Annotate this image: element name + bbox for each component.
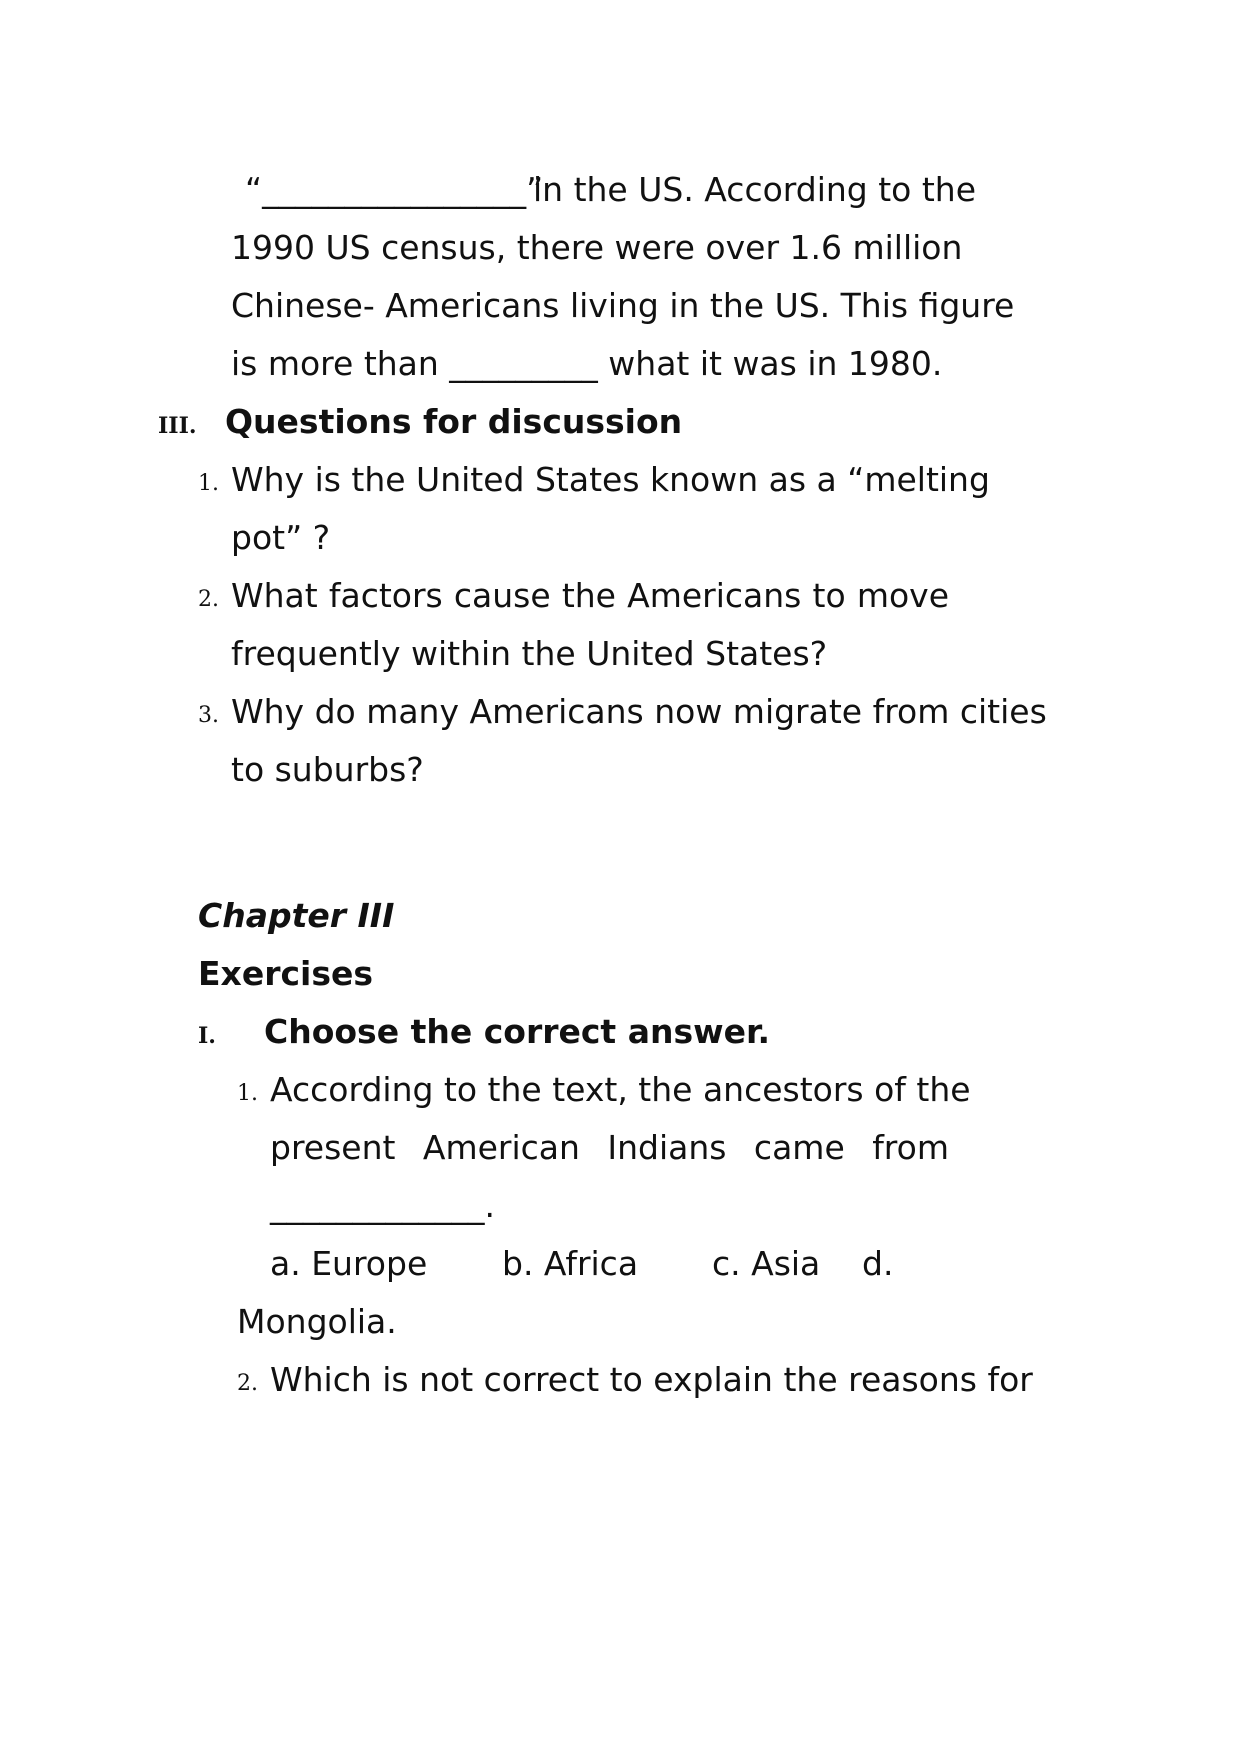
option-a: a. Europe <box>270 1244 428 1283</box>
question-line: to suburbs? <box>231 750 424 789</box>
exercise-number: 1. <box>237 1081 258 1106</box>
answer-blank: _____________. <box>270 1186 495 1225</box>
question-line: pot” ? <box>231 518 331 557</box>
section-heading: Questions for discussion <box>225 402 683 441</box>
question-line: Why do many Americans now migrate from cities <box>231 692 1047 731</box>
option-d-wrap: Mongolia. <box>237 1302 397 1341</box>
paragraph-line: Chinese- Americans living in the US. This figure <box>231 286 1015 325</box>
exercise-line: present American Indians came from <box>270 1128 949 1167</box>
option-c: c. Asia <box>712 1244 821 1283</box>
blank-quote: “________________” <box>245 170 544 209</box>
question-line: frequently within the United States? <box>231 634 828 673</box>
exercises-heading: Exercises <box>198 954 374 993</box>
paragraph-line: is more than _________ what it was in 1980. <box>231 344 943 383</box>
exercise-line: According to the text, the ancestors of the <box>270 1070 971 1109</box>
part-numeral: I. <box>198 1023 216 1049</box>
part-heading: Choose the correct answer. <box>264 1012 771 1051</box>
question-number: 1. <box>198 471 219 496</box>
option-d: d. <box>862 1244 894 1283</box>
question-line: Why is the United States known as a “melting <box>231 460 990 499</box>
section-numeral: III. <box>158 413 197 439</box>
paragraph-line: in the US. According to the <box>533 170 977 209</box>
option-b: b. Africa <box>502 1244 639 1283</box>
paragraph-line: 1990 US census, there were over 1.6 million <box>231 228 963 267</box>
chapter-title: Chapter III <box>198 896 395 935</box>
question-line: What factors cause the Americans to move <box>231 576 949 615</box>
exercise-number: 2. <box>237 1371 258 1396</box>
question-number: 3. <box>198 703 219 728</box>
question-number: 2. <box>198 587 219 612</box>
exercise-line: Which is not correct to explain the reasons for <box>270 1360 1033 1399</box>
